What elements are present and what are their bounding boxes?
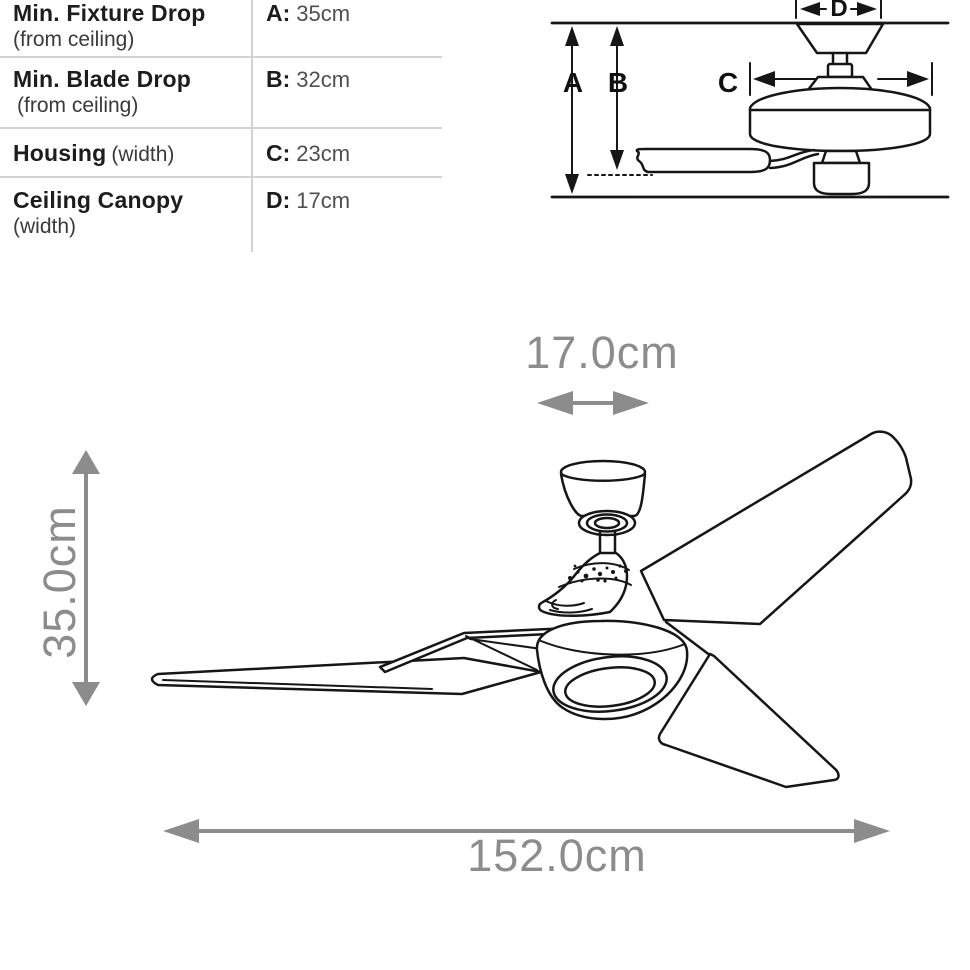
row-value-key: C:	[266, 140, 291, 166]
row-label: Ceiling Canopy	[13, 187, 184, 213]
light-drum-seam	[541, 641, 685, 655]
blade-span-label: 152.0cm	[467, 830, 647, 881]
row-label: Min. Blade Drop	[13, 66, 192, 92]
row-value-cell	[253, 178, 442, 252]
label-a: A	[562, 67, 584, 98]
row-note: (from ceiling)	[13, 28, 135, 51]
canopy-side	[797, 24, 883, 53]
row-note: (width)	[13, 215, 77, 238]
row-value-cell	[253, 129, 442, 176]
fan-blade-left	[152, 626, 613, 694]
blade-bracket-side	[770, 150, 818, 168]
downrod	[600, 532, 615, 554]
table-row-fixture-drop	[0, 0, 442, 58]
ball-joint-side	[828, 64, 852, 77]
row-label-cell	[0, 0, 253, 56]
fan-blade-upper-right	[641, 432, 911, 624]
row-value: 32cm	[296, 67, 351, 92]
light-ring-outer	[550, 650, 670, 717]
row-value-key: A:	[266, 0, 291, 26]
fan-light-kit	[537, 621, 687, 719]
fan-side-view	[637, 24, 930, 194]
light-ring-inner	[563, 663, 657, 712]
row-note: (width)	[111, 143, 175, 166]
row-value-cell	[253, 0, 442, 56]
motor-bell	[539, 553, 627, 616]
canopy-body	[561, 474, 645, 516]
canopy-top	[561, 461, 645, 483]
row-value: 17cm	[296, 188, 351, 213]
blade-side	[637, 149, 770, 172]
motor-band	[559, 563, 631, 587]
row-value: 35cm	[296, 1, 351, 26]
row-value-cell	[253, 58, 442, 127]
motor-band-speckles	[568, 564, 628, 582]
label-b: B	[607, 67, 629, 98]
row-note: (from ceiling)	[17, 94, 139, 117]
table-row-ceiling-canopy	[0, 178, 442, 252]
canopy-width-label: 17.0cm	[525, 327, 679, 378]
row-label-cell	[0, 178, 253, 252]
motor-swirl	[546, 600, 592, 613]
light-kit-side	[814, 163, 869, 194]
label-d: D	[830, 0, 848, 22]
row-label-cell	[0, 129, 253, 176]
row-label: Min. Fixture Drop	[13, 0, 206, 26]
light-drum	[537, 621, 687, 719]
fan-blade-lower-right	[659, 622, 839, 787]
dimension-arrow-canopy-width	[537, 391, 649, 415]
motor-housing-side	[750, 88, 930, 151]
label-c: C	[717, 67, 739, 98]
row-value-key: B:	[266, 66, 291, 92]
dimension-a	[563, 26, 583, 194]
side-view-diagram	[540, 0, 970, 215]
fixture-drop-label: 35.0cm	[34, 505, 85, 659]
spec-table	[0, 0, 442, 252]
fan-hub	[539, 461, 645, 616]
table-row-housing	[0, 129, 442, 178]
dimension-d	[796, 0, 881, 22]
row-value-key: D:	[266, 187, 291, 213]
light-neck-side	[822, 151, 860, 163]
row-value: 23cm	[296, 141, 351, 166]
row-label: Housing	[13, 140, 107, 166]
row-label-cell	[0, 58, 253, 127]
canopy-coupler	[579, 511, 635, 535]
table-row-blade-drop	[0, 58, 442, 129]
